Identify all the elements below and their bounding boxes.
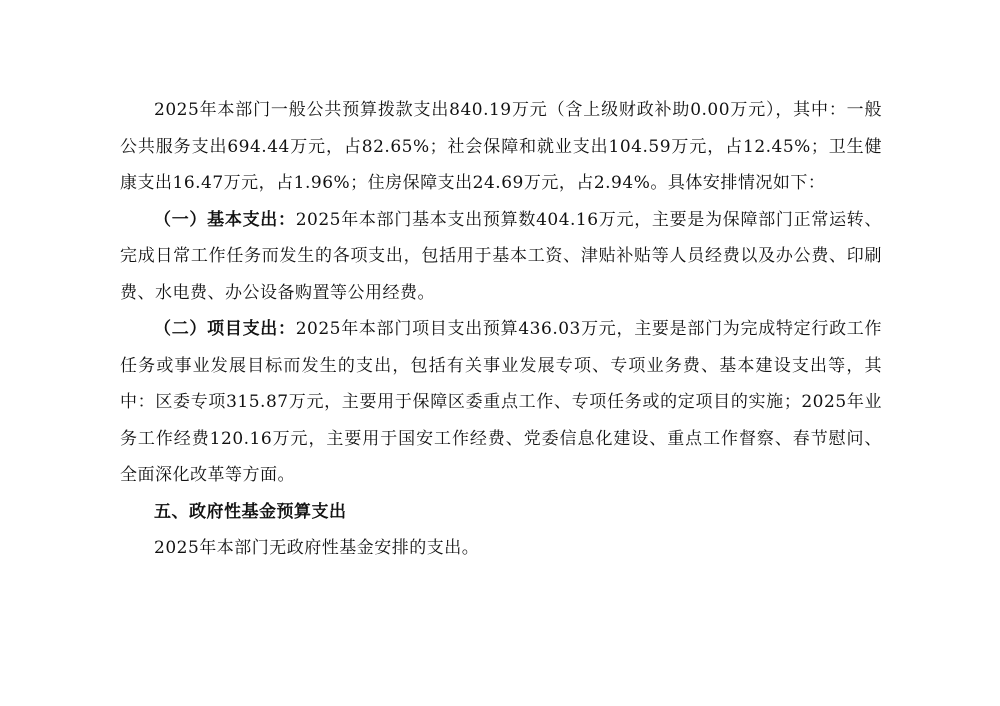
project-expenditure-paragraph bbox=[120, 311, 882, 494]
section-five-heading: 五、政府性基金预算支出 bbox=[154, 501, 347, 522]
document-page bbox=[120, 92, 882, 567]
project-expenditure-text: 2025年本部门项目支出预算436.03万元，主要是部门为完成特定行政工作任务或事业发展目标而发生的支出，包括有关事业发展专项、专项业务费、基本建设支出等，其中：区委专项315.87万元，主要用于保障区委重点工作、专项任务或的定项目的实施；2025年业务工作经费120.16万元，主要用于国安工作经费、党委信息化建设、重点工作督察、春节慰问、全面深化改革等方面。 bbox=[120, 319, 883, 485]
project-expenditure-label: （二）项目支出： bbox=[154, 319, 296, 339]
section-five-paragraph: 2025年本部门无政府性基金安排的支出。 bbox=[154, 538, 480, 558]
intro-paragraph: 2025年本部门一般公共预算拨款支出840.19万元（含上级财政补助0.00万元），其中：一般公共服务支出694.44万元，占82.65%；社会保障和就业支出104.59万元，占12.45%；卫生健康支出16.47万元，占1.96%；住房保障支出24.69万元，占2.94%。具体安排情况如下： bbox=[120, 100, 882, 193]
basic-expenditure-text: 2025年本部门基本支出预算数404.16万元，主要是为保障部门正常运转、完成日常工作任务而发生的各项支出，包括用于基本工资、津贴补贴等人员经费以及办公费、印刷费、水电费、办公设备购置等公用经费。 bbox=[120, 209, 883, 303]
basic-expenditure-paragraph bbox=[120, 202, 882, 312]
basic-expenditure-label: （一）基本支出： bbox=[154, 209, 296, 230]
